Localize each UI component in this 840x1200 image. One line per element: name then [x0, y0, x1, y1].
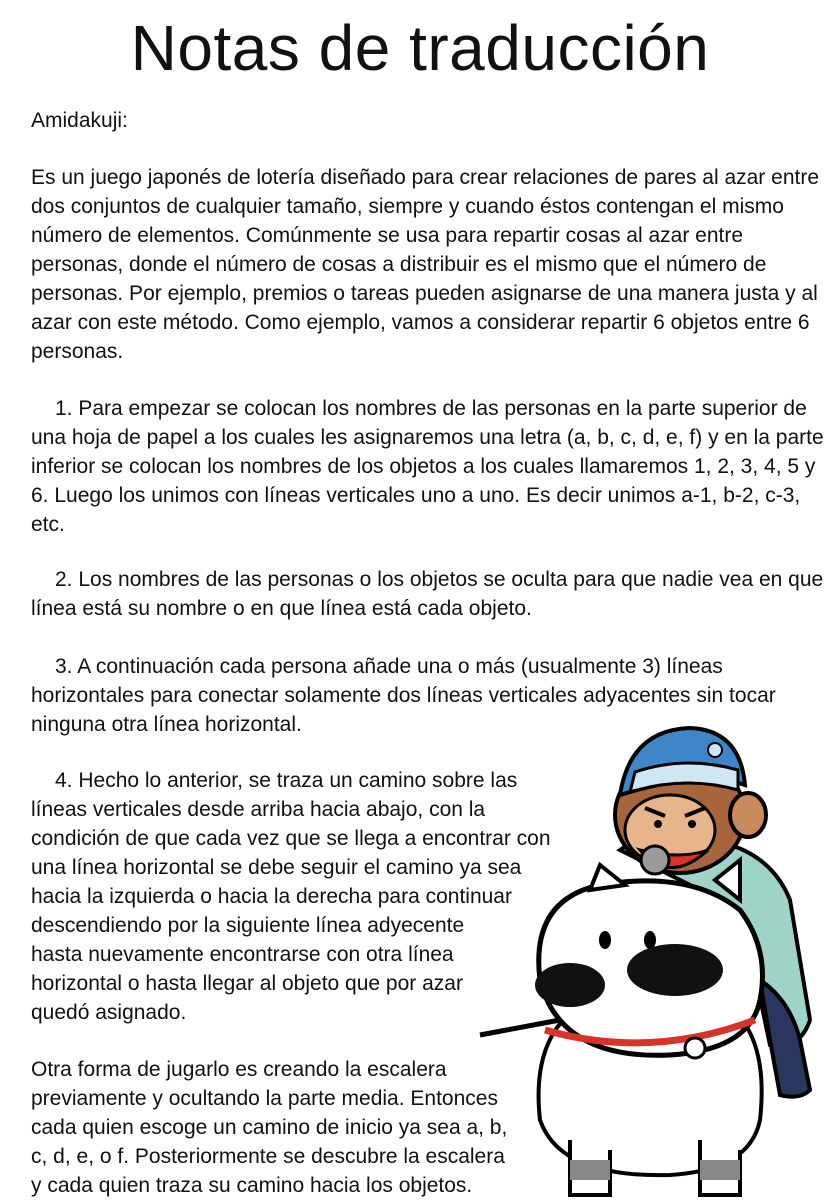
- step-4-line: quedó asignado.: [31, 1001, 187, 1024]
- step-3-text: 3. A continuación cada persona añade una o más (usualmente 3) líneas horizontales para conectar solamente dos líneas verticales adyacentes sin tocar ninguna otra línea horizontal.: [31, 655, 776, 736]
- intro-paragraph: Es un juego japonés de lotería diseñado para crear relaciones de pares al azar entre dos conjuntos de cualquier tamaño, siempre y cuando éstos contengan el mismo número de elementos. Comúnmente se usa para repartir cosas al azar entre personas, donde el número de cosas a distribuir es el mismo que el número de personas. Por ejemplo, premios o tareas pueden asignarse de una manera justa y al azar con este método. Como ejemplo, vamos a considerar repartir 6 objetos entre 6 personas.: [31, 166, 820, 363]
- step-4-line: condición de que cada vez que se llega a encontrar con: [31, 827, 551, 850]
- section-heading: Amidakuji:: [31, 109, 128, 132]
- step-2-paragraph: [31, 565, 826, 623]
- monkey-rider-illustration: [470, 700, 840, 1200]
- step-4-line: horizontal o hasta llegar al objeto que por azar: [31, 972, 463, 995]
- step-4-line: una línea horizontal se debe seguir el camino ya sea: [31, 856, 522, 879]
- step-4-line: líneas verticales desde arriba hacia abajo, con la: [31, 798, 486, 821]
- step-1-paragraph: [31, 394, 826, 539]
- alt-line: Otra forma de jugarlo es creando la escalera: [31, 1058, 447, 1081]
- step-4-line: descendiendo por la siguiente línea adyecente: [31, 914, 465, 937]
- step-4-line: hacia la izquierda o hacia la derecha para continuar: [31, 885, 512, 908]
- step-4-line: 4. Hecho lo anterior, se traza un camino sobre las: [55, 769, 518, 792]
- alt-line: y cada quien traza su camino hacia los objetos.: [31, 1174, 473, 1197]
- step-2-text: 2. Los nombres de las personas o los objetos se oculta para que nadie vea en que línea está su nombre o en que línea está cada objeto.: [31, 568, 824, 620]
- alternative-paragraph: [31, 1055, 507, 1200]
- alt-line: cada quien escoge un camino de inicio ya sea a, b,: [31, 1116, 508, 1139]
- step-4-line: hasta nuevamente encontrarse con otra línea: [31, 943, 454, 966]
- step-1-text: 1. Para empezar se colocan los nombres de las personas en la parte superior de una hoja de papel a los cuales les asignaremos una letra (a, b, c, d, e, f) y en la parte inferior se colocan los nombres de los objetos a los cuales llamaremos 1, 2, 3, 4, 5 y 6. Luego los unimos con líneas verticales uno a uno. Es decir unimos a-1, b-2, c-3, etc.: [31, 397, 824, 536]
- alt-line: previamente y ocultando la parte media. Entonces: [31, 1087, 498, 1110]
- alt-line: c, d, e, o f. Posteriormente se descubre la escalera: [31, 1145, 505, 1168]
- page-title: Notas de traducción: [130, 12, 710, 84]
